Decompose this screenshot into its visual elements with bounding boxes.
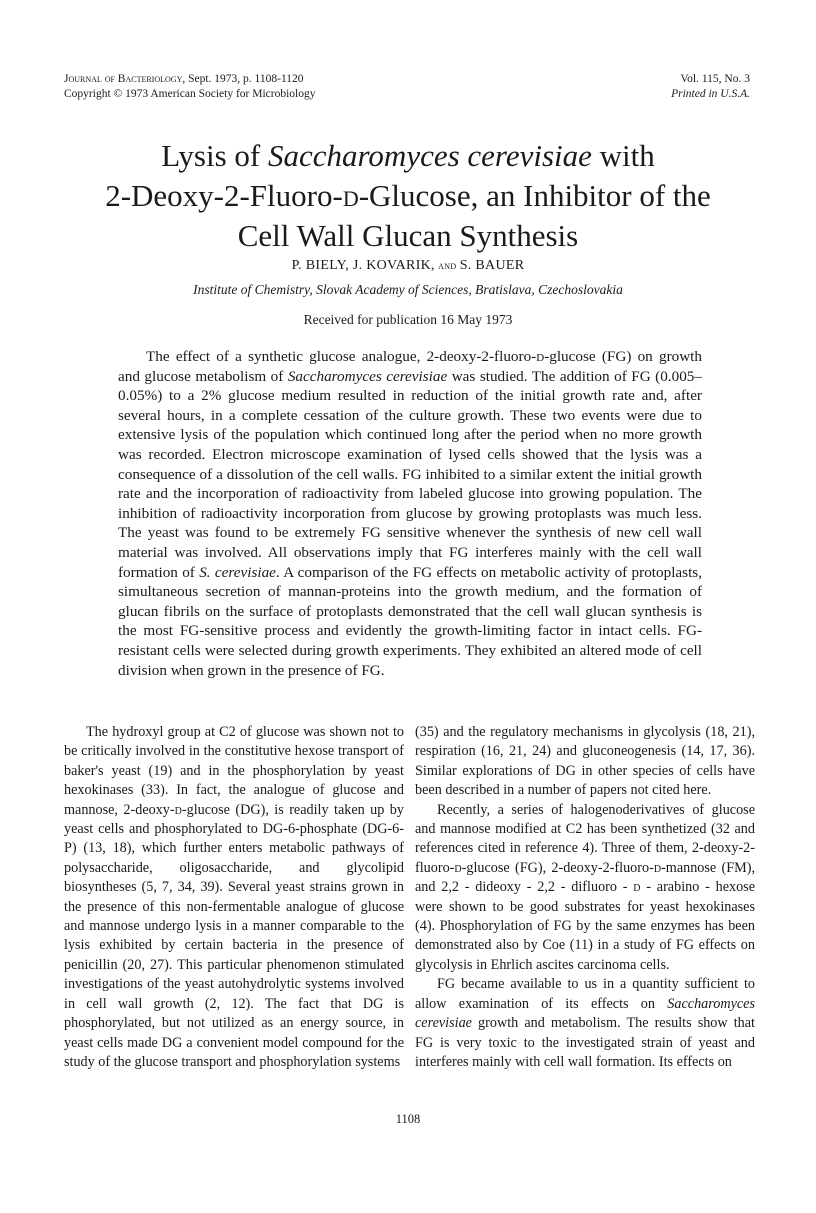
page-number: 1108 — [395, 1112, 421, 1126]
journal-name: ournal of Bacteriology — [68, 73, 183, 85]
received-date: Received for publication 16 May 1973 — [303, 312, 513, 327]
author-list: P. BIELY, J. KOVARIK, and S. BAUER — [291, 258, 525, 273]
body-column-right — [415, 723, 755, 1072]
journal-citation — [64, 72, 315, 87]
title-species: Saccharomyces cerevisiae — [268, 138, 592, 173]
journal-pages: , Sept. 1973, p. 1108-1120 — [182, 73, 304, 85]
paragraph: FG became available to us in a quantity sufficient to allow examination of its effects on Saccharomyces cerevisiae growth and metabolism. The results show that FG is very toxic to the investigated strain of yeast and interferes mainly with cell wall formation. Its effects on — [415, 976, 755, 1070]
volume-number: Vol. 115, No. 3 — [680, 73, 750, 85]
article-title: Lysis of Saccharomyces cerevisiae with 2-Deoxy-2-Fluoro-d-Glucose, an Inhibitor of the Cell Wall Glucan Synthesis — [105, 138, 711, 253]
journal-header — [64, 72, 315, 102]
journal-name-initial: J — [64, 73, 69, 85]
abstract: The effect of a synthetic glucose analogue, 2-deoxy-2-fluoro-d-glucose (FG) on growth and glucose metabolism of Saccharomyces cerevisiae was studied. The addition of FG (0.005–0.05%) to a 2% glucose medium resulted in reduction of the initial growth rate and, after several hours, in a complete cessation of the culture growth. These two events were due to extensive lysis of the population which continued long after the period when no more growth was recorded. Electron microscope examination of lysed cells showed that the lysis was a consequence of a dissolution of the cell walls. FG inhibited to a similar extent the initial growth rate and the incorporation of radioactivity from labeled glucose into growing population. The inhibition of radioactivity incorporation from glucose by growing protoplasts was much less. The yeast was found to be extremely FG sensitive whenever the synthesis of new cell wall material was involved. All observations imply that FG interferes mainly with the cell wall formation of S. cerevisiae. A comparison of the FG effects on metabolic activity of protoplasts, simultaneous secretion of mannan-proteins into the growth medium, and the formation of glucan fibrils on the surface of protoplasts demonstrated that the cell wall glucan synthesis is the most FG-sensitive process and evidently the growth-limiting factor in intact cells. FG-resistant cells were selected during growth experiments. They exhibited an altered mode of cell division when grown in the presence of FG. — [118, 348, 703, 679]
body-column-left — [64, 723, 404, 1072]
paragraph: Recently, a series of halogenoderivatives of glucose and mannose modified at C2 has been synthetized (32 and references cited in reference 4). Three of them, 2-deoxy-2-fluoro-d-glucose (FG), 2-deoxy-2-fluoro-d-mannose (FM), and 2,2 - dideoxy - 2,2 - difluoro - d - arabino - hexose were shown to be good substrates for yeast hexokinases (4). Phosphorylation of FG by the same enzymes has been demonstrated also by Coe (11) in a study of FG effects on glycolysis in Ehrlich ascites carcinoma cells. — [415, 801, 755, 973]
paragraph: The hydroxyl group at C2 of glucose was shown not to be critically involved in the constitutive hexose transport of baker's yeast (19) and in the phosphorylation by yeast hexokinases (33). In fact, the analogue of glucose and mannose, 2-deoxy-d-glucose (DG), is readily taken up by yeast cells and phosphorylated to DG-6-phosphate (DG-6-P) (13, 18), which further enters metabolic pathways of polysaccharide, oligosaccharide, and glycolipid biosyntheses (5, 7, 34, 39). Several yeast strains grown in the presence of this non-fermentable analogue of glucose and mannose undergo lysis in a manner comparable to the lysis exhibited by certain bacteria in the presence of penicillin (20, 27). This particular phenomenon stimulated investigations of the yeast autohydrolytic systems involved in cell wall growth (2, 12). The fact that DG is phosphorylated, but not utilized as an energy source, in yeast cells made DG a convenient model compound for the study of the glucose transport and phosphorylation systems — [64, 724, 404, 1070]
affiliation: Institute of Chemistry, Slovak Academy of Sciences, Bratislava, Czechoslovakia — [193, 282, 623, 297]
paragraph: (35) and the regulatory mechanisms in glycolysis (18, 21), respiration (16, 21, 24) and gluconeogenesis (14, 17, 36). Similar explorations of DG in other species of cells have been described in a number of papers not cited here. — [415, 724, 755, 799]
issue-info — [671, 72, 750, 102]
printed-in: Printed in U.S.A. — [671, 88, 750, 100]
copyright-line: Copyright © 1973 American Society for Microbiology — [64, 88, 316, 100]
